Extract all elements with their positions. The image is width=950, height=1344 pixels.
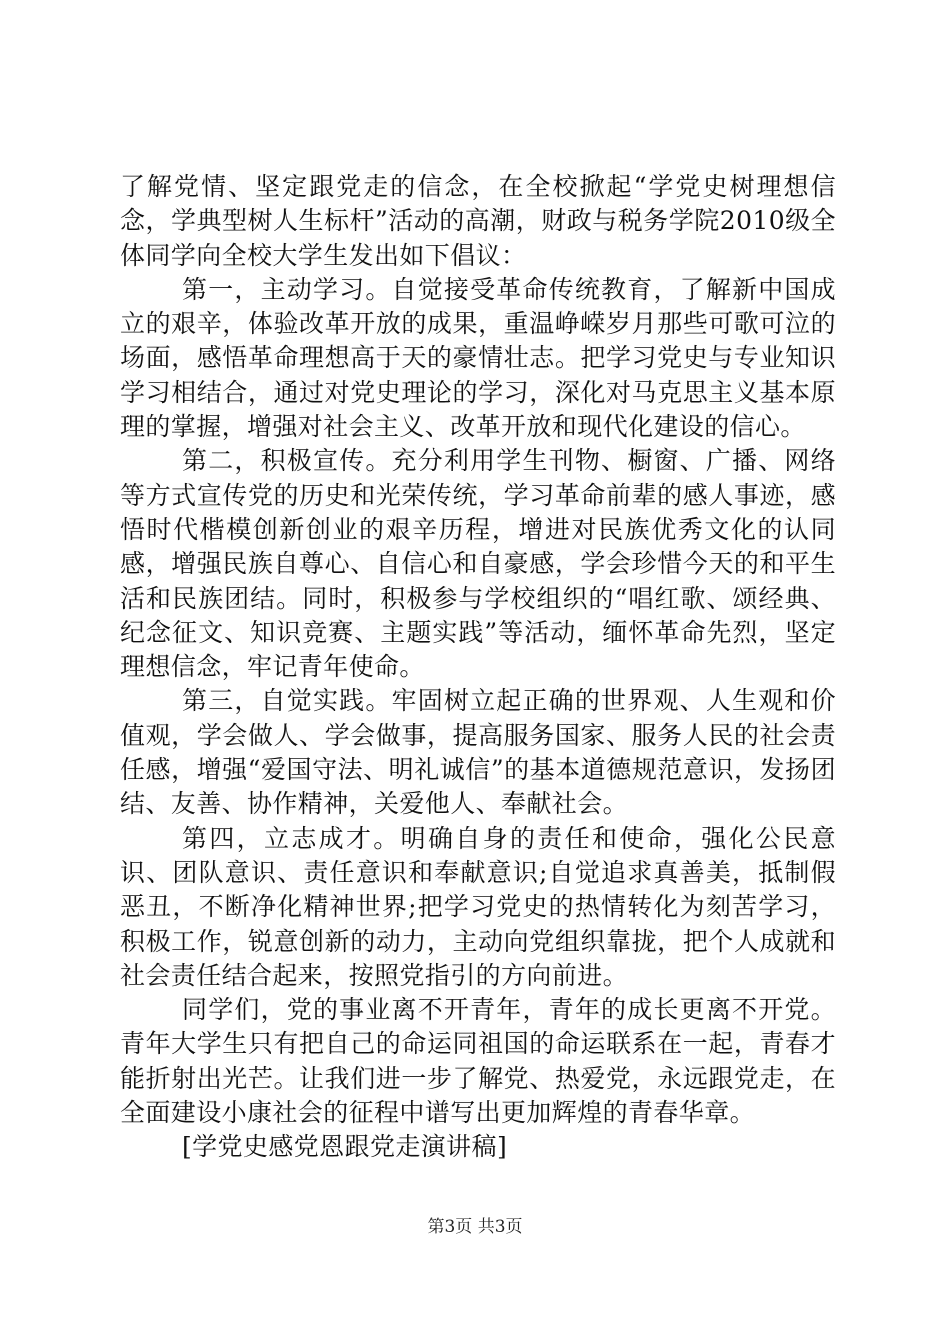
- paragraph-first-point: 第一，主动学习。自觉接受革命传统教育，了解新中国成立的艰辛，体验改革开放的成果，重温峥嵘岁月那些可歌可泣的场面，感悟革命理想高于天的豪情壮志。把学习党史与专业知识学习相结合，通过对党史理论的学习，深化对马克思主义基本原理的掌握，增强对社会主义、改革开放和现代化建设的信心。: [120, 274, 836, 442]
- paragraph-third-point: 第三，自觉实践。牢固树立起正确的世界观、人生观和价值观，学会做人、学会做事，提高服务国家、服务人民的社会责任感，增强“爱国守法、明礼诚信”的基本道德规范意识，发扬团结、友善、协作精神，关爱他人、奉献社会。: [120, 686, 836, 819]
- page-number: 第3页 共3页: [427, 1217, 523, 1237]
- paragraph-second-point: 第二，积极宣传。充分利用学生刊物、橱窗、广播、网络等方式宣传党的历史和光荣传统，学习革命前辈的感人事迹，感悟时代楷模创新创业的艰辛历程，增进对民族优秀文化的认同感，增强民族自尊心、自信心和自豪感，学会珍惜今天的和平生活和民族团结。同时，积极参与学校组织的“唱红歌、颂经典、纪念征文、知识竞赛、主题实践”等活动，缅怀革命先烈，坚定理想信念，牢记青年使命。: [120, 446, 836, 682]
- document-body: [120, 170, 836, 1165]
- paragraph-fourth-point: 第四，立志成才。明确自身的责任和使命，强化公民意识、团队意识、责任意识和奉献意识;自觉追求真善美，抵制假恶丑，不断净化精神世界;把学习党史的热情转化为刻苦学习，积极工作，锐意创新的动力，主动向党组织靠拢，把个人成就和社会责任结合起来，按照党指引的方向前进。: [120, 823, 836, 990]
- paragraph-intro: 了解党情、坚定跟党走的信念，在全校掀起“学党史树理想信念，学典型树人生标杆”活动的高潮，财政与税务学院2010级全体同学向全校大学生发出如下倡议：: [120, 172, 836, 270]
- document-title-note: [学党史感党恩跟党走演讲稿]: [182, 1132, 508, 1162]
- paragraph-closing: 同学们，党的事业离不开青年，青年的成长更离不开党。青年大学生只有把自己的命运同祖国的命运联系在一起，青春才能折射出光芒。让我们进一步了解党、热爱党，永远跟党走，在全面建设小康社会的征程中谱写出更加辉煌的青春华章。: [120, 995, 836, 1128]
